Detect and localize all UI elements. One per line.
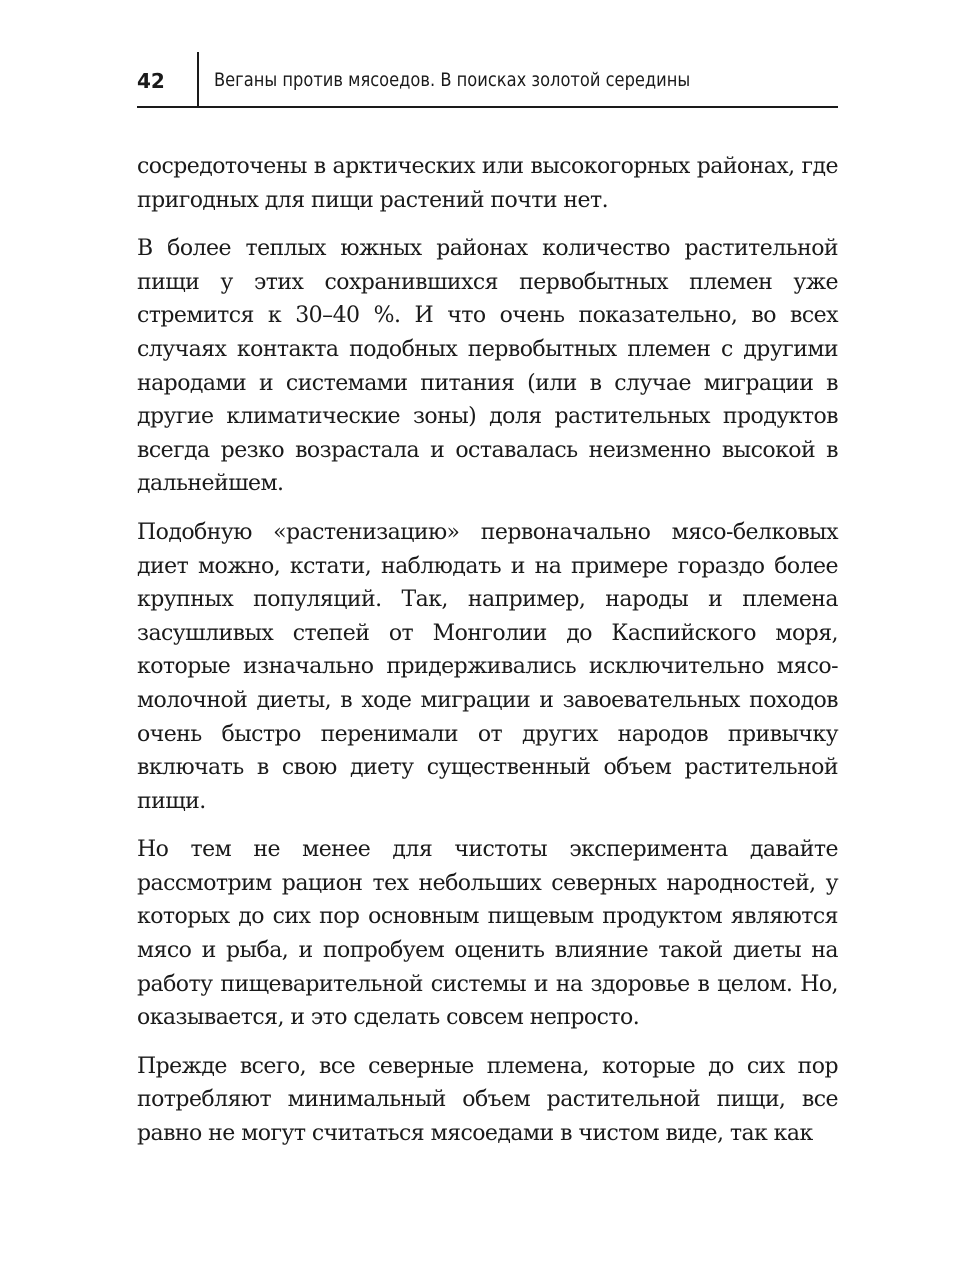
paragraph: Подобную «растенизацию» первоначально мясо-белковых диет можно, кстати, наблюдать и на примере гораздо более крупных популяций. Так, например, народы и племена засушливых степей от Монголии до Каспийского моря, которые изначально придерживались исключительно мясо-молочной диеты, в ходе миграции и завоевательных походов очень быстро перенимали от других народов привычку включать в свою диету существенный объем растительной пищи. [137, 519, 838, 814]
running-header [137, 52, 838, 108]
page-number: 42 [137, 69, 165, 93]
body-text [137, 150, 838, 1166]
paragraph: сосредоточены в арктических или высокогорных районах, где пригодных для пищи растений почти нет. [137, 154, 838, 213]
running-title: Веганы против мясоедов. В поисках золотой середины [214, 70, 691, 91]
header-divider [197, 52, 199, 106]
paragraph: Прежде всего, все северные племена, которые до сих пор потребляют минимальный объем растительной пищи, все равно не могут считаться мясоедами в чистом виде, так как [137, 1053, 838, 1147]
paragraph: Но тем не менее для чистоты эксперимента давайте рассмотрим рацион тех небольших северных народностей, у которых до сих пор основным пищевым продуктом являются мясо и рыба, и попробуем оценить влияние такой диеты на работу пищеварительной системы и на здоровье в целом. Но, оказывается, и это сделать совсем непросто. [137, 837, 838, 1031]
paragraph: В более теплых южных районах количество растительной пищи у этих сохранившихся первобытных племен уже стремится к 30–40 %. И что очень показательно, во всех случаях контакта подобных первобытных племен с другими народами и системами питания (или в случае миграции в другие климатические зоны) доля растительных продуктов всегда резко возрастала и оставалась неизменно высокой в дальнейшем. [137, 236, 838, 497]
